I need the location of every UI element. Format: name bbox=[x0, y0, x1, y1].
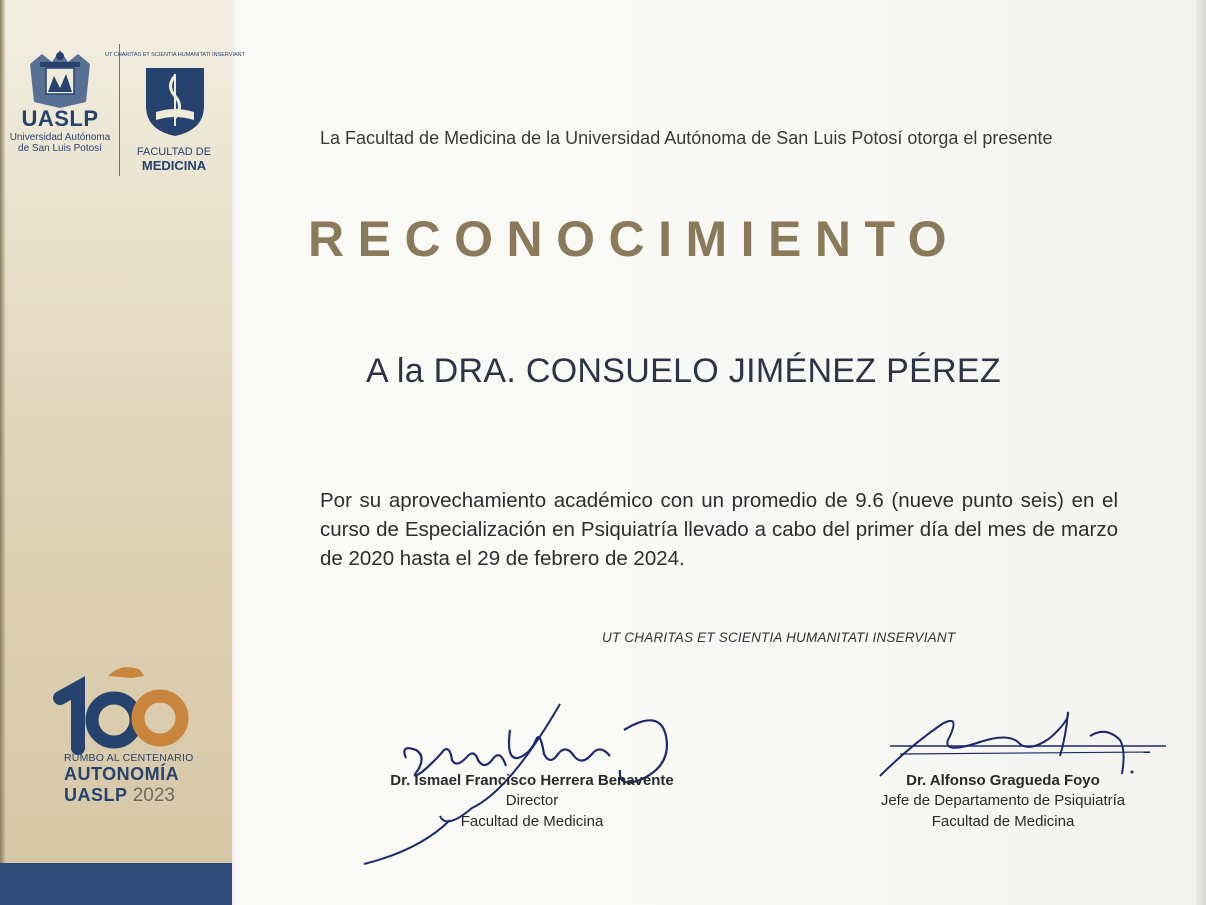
certificate-title: RECONOCIMIENTO bbox=[308, 211, 960, 267]
paper-edge bbox=[1196, 0, 1206, 905]
recipient-name: A la DRA. CONSUELO JIMÉNEZ PÉREZ bbox=[366, 352, 1001, 390]
centenario-year: 2023 bbox=[132, 785, 175, 806]
uaslp-full-name bbox=[6, 132, 114, 154]
centenario-line-3: UASLP bbox=[64, 785, 128, 805]
motto: UT CHARITAS ET SCIENTIA HUMANITATI INSERVIANT bbox=[602, 630, 956, 645]
sidebar-blue-stripe bbox=[0, 863, 232, 905]
uaslp-acronym: UASLP bbox=[21, 106, 99, 131]
faculty-medicine-shield-logo bbox=[105, 46, 245, 136]
uaslp-name-line-1: Universidad Autónoma bbox=[9, 132, 111, 143]
signatory-director-unit: Facultad de Medicina bbox=[460, 813, 604, 830]
signatory-director bbox=[352, 772, 712, 832]
signatory-department-head-role: Jefe de Departamento de Psiquiatría bbox=[880, 792, 1126, 809]
faculty-name bbox=[126, 146, 222, 174]
centenario-line-2: AUTONOMÍA bbox=[64, 764, 180, 784]
faculty-line-1: FACULTAD DE bbox=[136, 146, 212, 158]
signatory-director-role: Director bbox=[505, 792, 559, 809]
sidebar-band bbox=[0, 0, 245, 905]
faculty-line-2-wrapper bbox=[126, 159, 222, 174]
centenario-100-logo bbox=[48, 662, 190, 752]
centenario-text bbox=[36, 752, 206, 807]
uaslp-name-line-2: de San Luis Potosí bbox=[18, 143, 102, 154]
signatory-director-name: Dr. Ismael Francisco Herrera Benavente bbox=[390, 772, 674, 789]
signatory-department-head-unit: Facultad de Medicina bbox=[931, 813, 1075, 830]
signatory-department-head-name: Dr. Alfonso Gragueda Foyo bbox=[906, 772, 1100, 789]
certificate-body: Por su aprovechamiento académico con un promedio de 9.6 (nueve punto seis) en el curso de Especialización en Psiquiatría llevado a cabo del primer día del mes de marzo de 2020 hasta el 29 de febrero de 2024. bbox=[320, 489, 1118, 570]
centenario-line-1: RUMBO AL CENTENARIO bbox=[64, 752, 194, 764]
logo-divider bbox=[119, 44, 120, 176]
centenario-line-3-wrapper bbox=[36, 785, 206, 807]
centenario-number: 100 bbox=[48, 662, 50, 663]
faculty-line-2: MEDICINA bbox=[141, 158, 207, 173]
certificate-intro: La Facultad de Medicina de la Universidad Autónoma de San Luis Potosí otorga el presente bbox=[320, 128, 1053, 148]
logo-motto-line: UT CHARITAS ET SCIENTIA HUMANITATI INSERVIANT bbox=[105, 52, 245, 58]
signatory-department-head bbox=[858, 772, 1148, 832]
